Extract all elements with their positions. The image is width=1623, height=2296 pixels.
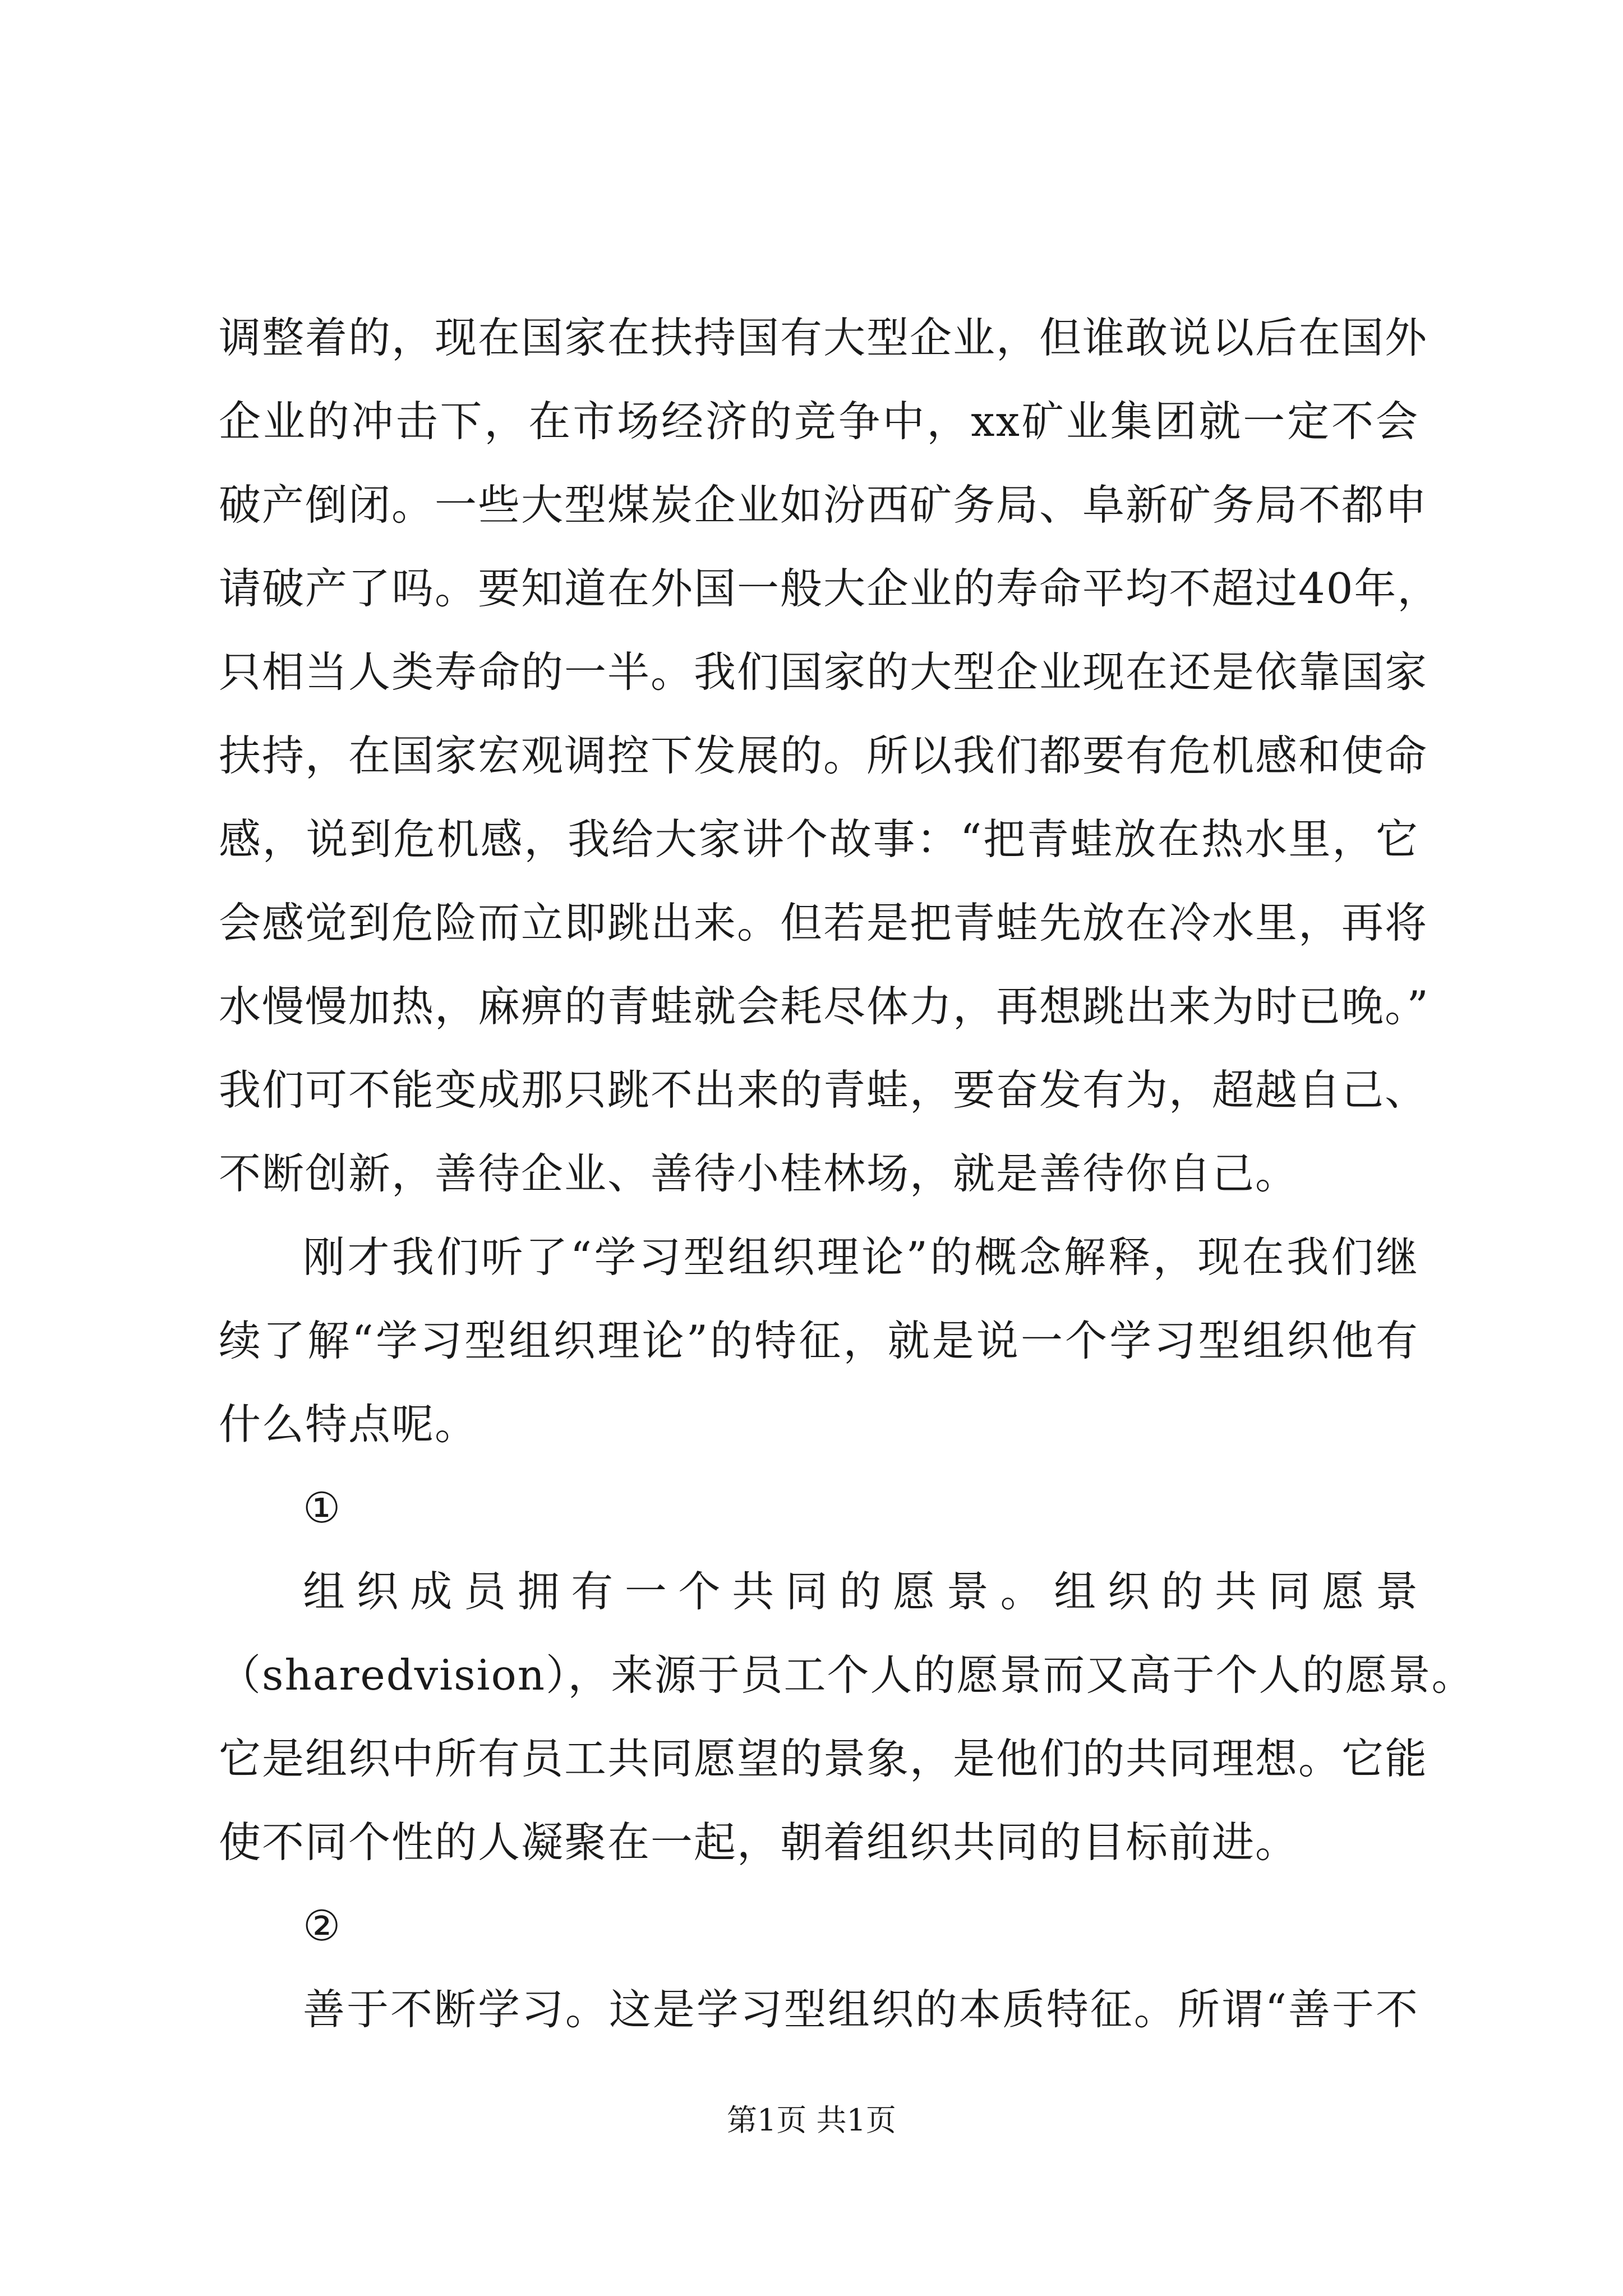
text-line: 不断创新，善待企业、善待小桂林场，就是善待你自己。 [219,1149,1299,1198]
list-marker: ② [303,1901,342,1950]
text-line: 感，说到危机感，我给大家讲个故事：“把青蛙放在热水里，它 [219,815,1419,864]
text-line: 企业的冲击下，在市场经济的竞争中，xx矿业集团就一定不会 [219,397,1419,446]
text-line: 扶持，在国家宏观调控下发展的。所以我们都要有危机感和使命 [219,731,1428,780]
document-body [219,296,1475,2051]
text-line: （sharedvision），来源于员工个人的愿景而又高于个人的愿景。 [219,1650,1475,1700]
text-line: 只相当人类寿命的一半。我们国家的大型企业现在还是依靠国家 [219,647,1428,697]
text-line: 我们可不能变成那只跳不出来的青蛙，要奋发有为，超越自己、 [219,1065,1428,1115]
text-line: 续了解“学习型组织理论”的特征，就是说一个学习型组织他有 [219,1316,1419,1365]
text-line: 善于不断学习。这是学习型组织的本质特征。所谓“善于不 [303,1985,1419,2034]
text-line: 组织成员拥有一个共同的愿景。组织的共同愿景 [303,1567,1419,1616]
text-line: 它是组织中所有员工共同愿望的景象，是他们的共同理想。它能 [219,1734,1428,1783]
text-line: 刚才我们听了“学习型组织理论”的概念解释，现在我们继 [303,1232,1419,1282]
text-line: 请破产了吗。要知道在外国一般大企业的寿命平均不超过40年， [219,564,1441,613]
text-line: 破产倒闭。一些大型煤炭企业如汾西矿务局、阜新矿务局不都申 [219,480,1428,530]
text-line: 调整着的，现在国家在扶持国有大型企业，但谁敢说以后在国外 [219,313,1428,362]
page-footer [0,2101,1623,2140]
text-line: 使不同个性的人凝聚在一起，朝着组织共同的目标前进。 [219,1818,1299,1867]
list-marker: ① [303,1483,342,1533]
text-line: 什么特点呢。 [219,1400,478,1449]
page-number: 第1页 共1页 [727,2102,896,2138]
text-line: 水慢慢加热，麻痹的青蛙就会耗尽体力，再想跳出来为时已晚。” [219,982,1430,1031]
text-line: 会感觉到危险而立即跳出来。但若是把青蛙先放在冷水里，再将 [219,898,1428,947]
